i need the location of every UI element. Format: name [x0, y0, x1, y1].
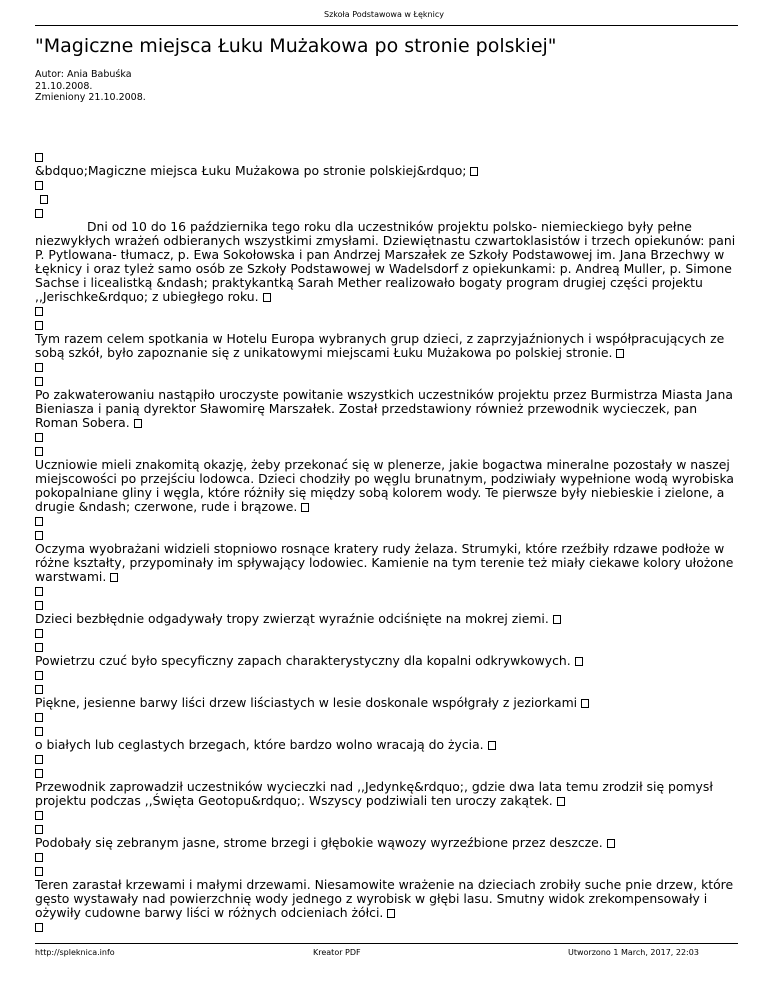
missing-glyph-icon: [35, 531, 43, 540]
footer-created: Utworzono 1 March, 2017, 22:03: [568, 948, 699, 957]
missing-glyph-icon: [40, 195, 48, 204]
footer-rule: [35, 943, 738, 944]
missing-glyph-icon: [616, 349, 624, 358]
missing-glyph-icon: [35, 587, 43, 596]
missing-glyph-icon: [35, 363, 43, 372]
paragraph: Uczniowie mieli znakomitą okazję, żeby przekonać się w plenerze, jakie bogactwa mineralne pozostały w naszej miejscowości po przejściu lodowca. Dzieci chodziły po węglu brunatnym, podziwiały wypełnione wodą wyrobiska pokopalniane gliny i węgla, które różniły się między sobą kolorem wody. Te pierwsze były niebieskie i zielone, a drugie &ndash; czerwone, rude i brązowe.: [35, 457, 735, 514]
missing-glyph-icon: [387, 909, 395, 918]
missing-glyph-icon: [553, 615, 561, 624]
paragraph: Oczyma wyobrażani widzieli stopniowo rosnące kratery rudy żelaza. Strumyki, które rzeźbiły rdzawe podłoże w różne kształty, przypominały im spływający lodowiec. Kamienie na tym terenie też miały ciekawe kolory ułożone warstwami.: [35, 541, 734, 584]
page-header: Szkoła Podstawowa w Łęknicy: [324, 10, 444, 19]
missing-glyph-icon: [301, 503, 309, 512]
author: Autor: Ania Babuśka: [35, 69, 132, 80]
missing-glyph-icon: [35, 713, 43, 722]
paragraph: Powietrzu czuć było specyficzny zapach charakterystyczny dla kopalni odkrywkowych.: [35, 653, 575, 668]
missing-glyph-icon: [35, 601, 43, 610]
article-body: [35, 150, 741, 934]
missing-glyph-icon: [110, 573, 118, 582]
article-title: "Magiczne miejsca Łuku Mużakowa po stronie polskiej": [35, 35, 557, 57]
missing-glyph-icon: [575, 657, 583, 666]
missing-glyph-icon: [35, 307, 43, 316]
paragraph: o białych lub ceglastych brzegach, które bardzo wolno wracają do życia.: [35, 737, 488, 752]
modified-date: Zmieniony 21.10.2008.: [35, 92, 146, 103]
footer-url: http://spleknica.info: [35, 948, 115, 957]
missing-glyph-icon: [35, 209, 43, 218]
missing-glyph-icon: [35, 853, 43, 862]
paragraph: Po zakwaterowaniu nastąpiło uroczyste powitanie wszystkich uczestników projektu przez Burmistrza Miasta Jana Bieniasza i panią dyrektor Sławomirę Marszałek. Został przedstawiony również przewodnik wycieczek, pan Roman Sobera.: [35, 387, 733, 430]
missing-glyph-icon: [35, 671, 43, 680]
paragraph: Teren zarastał krzewami i małymi drzewami. Niesamowite wrażenie na dzieciach zrobiły suche pnie drzew, które gęsto wystawały nad powierzchnię wody jednego z wyrobisk w głębi lasu. Smutny widok zrekompensowały i ożywiły cudowne barwy liści w różnych odcieniach żółci.: [35, 877, 734, 920]
missing-glyph-icon: [35, 447, 43, 456]
paragraph: Podobały się zebranym jasne, strome brzegi i głębokie wąwozy wyrzeźbione przez deszcze.: [35, 835, 607, 850]
missing-glyph-icon: [35, 643, 43, 652]
missing-glyph-icon: [35, 517, 43, 526]
missing-glyph-icon: [35, 433, 43, 442]
missing-glyph-icon: [607, 839, 615, 848]
missing-glyph-icon: [35, 377, 43, 386]
missing-glyph-icon: [263, 293, 271, 302]
missing-glyph-icon: [134, 419, 142, 428]
paragraph: Piękne, jesienne barwy liści drzew liściastych w lesie doskonale współgrały z jeziorkami: [35, 695, 582, 710]
article-meta: [35, 69, 146, 104]
paragraph: Dni od 10 do 16 października tego roku dla uczestników projektu polsko- niemieckiego były pełne niezwykłych wrażeń odbieranych wszystkimi zmysłami. Dziewiętnastu czwartoklasistów i trzech opiekunów: pani P. Pytlowana- tłumacz, p. Ewa Sokołowska i pan Andrzej Marszałek ze Szkoły Podstawowej im. Jana Brzechwy w Łęknicy i oraz tyleż samo osób ze Szkoły Podstawowej w Wadelsdorf z opiekunkami: p. Andreą Muller, p. Simone Sachse i licealistką &ndash; praktykantką Sarah Mether realizowało bogaty program drugiej części projektu ,,Jerischke&rdquo; z ubiegłego roku.: [35, 219, 736, 304]
missing-glyph-icon: [35, 811, 43, 820]
article-subtitle: &bdquo;Magiczne miejsca Łuku Mużakowa po stronie polskiej&rdquo;: [35, 163, 471, 178]
missing-glyph-icon: [557, 797, 565, 806]
header-rule: [35, 25, 738, 26]
missing-glyph-icon: [35, 181, 43, 190]
paragraph: Tym razem celem spotkania w Hotelu Europa wybranych grup dzieci, z zaprzyjaźnionych i współpracujących ze sobą szkół, było zapoznanie się z unikatowymi miejscami Łuku Mużakowa po polskiej stronie.: [35, 331, 725, 360]
missing-glyph-icon: [35, 685, 43, 694]
missing-glyph-icon: [35, 769, 43, 778]
date: 21.10.2008.: [35, 80, 93, 92]
missing-glyph-icon: [35, 825, 43, 834]
missing-glyph-icon: [35, 321, 43, 330]
missing-glyph-icon: [488, 741, 496, 750]
missing-glyph-icon: [35, 153, 43, 162]
missing-glyph-icon: [35, 867, 43, 876]
missing-glyph-icon: [470, 167, 478, 176]
missing-glyph-icon: [35, 629, 43, 638]
missing-glyph-icon: [581, 699, 589, 708]
footer-generator: Kreator PDF: [313, 948, 361, 957]
missing-glyph-icon: [35, 923, 43, 932]
paragraph: Przewodnik zaprowadził uczestników wycieczki nad ,,Jedynkę&rdquo;, gdzie dwa lata temu zrodził się pomysł projektu podczas ,,Święta Geotopu&rdquo;. Wszyscy podziwiali ten uroczy zakątek.: [35, 779, 713, 808]
missing-glyph-icon: [35, 727, 43, 736]
missing-glyph-icon: [35, 755, 43, 764]
paragraph: Dzieci bezbłędnie odgadywały tropy zwierząt wyraźnie odciśnięte na mokrej ziemi.: [35, 611, 553, 626]
